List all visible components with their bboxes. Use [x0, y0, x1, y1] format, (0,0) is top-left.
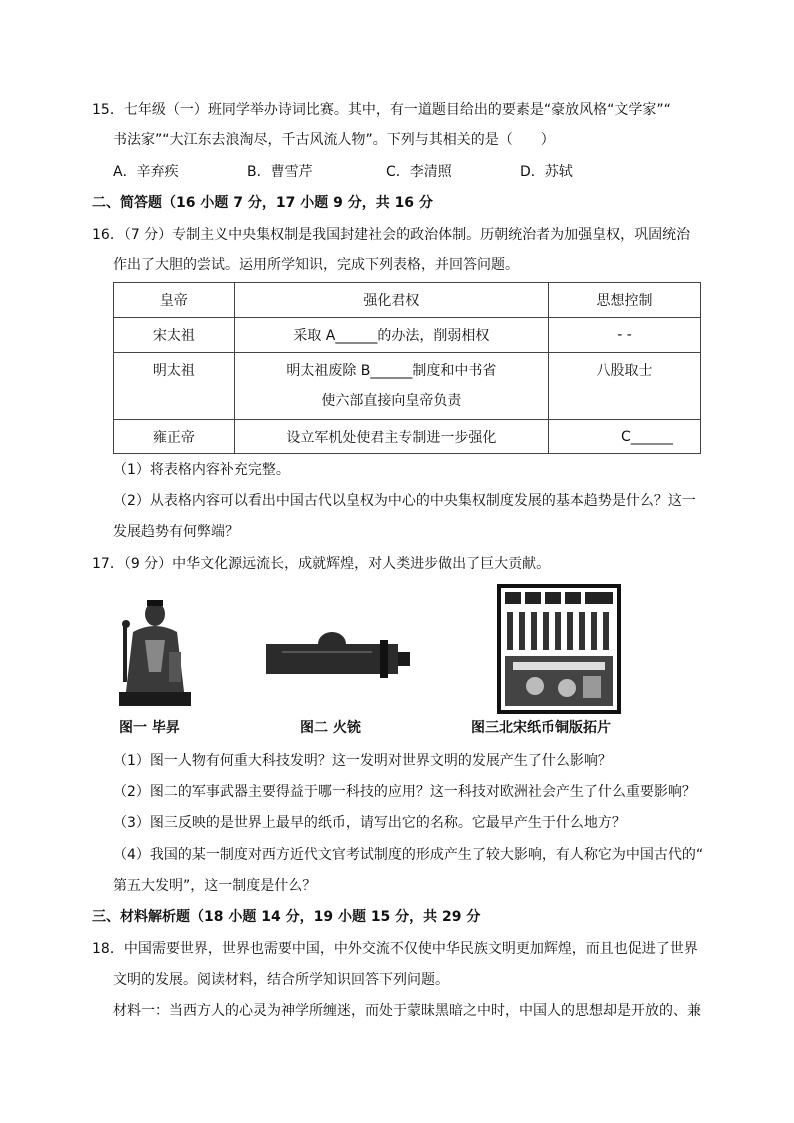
table-cell-thought: - -	[549, 318, 701, 353]
q16-line1: 16．（7 分）专制主义中央集权制是我国封建社会的政治体制。历朝统治者为加强皇权，巩固统治	[92, 227, 691, 243]
table-cell-emperor: 明太祖	[114, 353, 235, 420]
table-header-emperor: 皇帝	[114, 283, 235, 318]
figure1-caption: 图一 毕昇	[119, 720, 180, 736]
section2-title: 二、简答题（16 小题 7 分，17 小题 9 分，共 16 分	[92, 195, 433, 211]
q15-line2: 书法家”“大江东去浪淘尽，千古风流人物”。下列与其相关的是（ ）	[113, 132, 555, 148]
q17-sub2: （2）图二的军事武器主要得益于哪一科技的应用？这一科技对欧洲社会产生了什么重要影响？	[113, 784, 696, 800]
q17-line1: 17．（9 分）中华文化源远流长，成就辉煌，对人类进步做出了巨大贡献。	[92, 556, 551, 572]
q17-sub4-line2: 第五大发明”，这一制度是什么？	[113, 878, 317, 894]
q17-sub4-line1: （4）我国的某一制度对西方近代文官考试制度的形成产生了较大影响，有人称它为中国古代的“	[113, 847, 704, 863]
table-cell-emperor: 雍正帝	[114, 420, 235, 454]
q17-sub3: （3）图三反映的是世界上最早的纸币，请写出它的名称。它最早产生于什么地方？	[113, 815, 626, 831]
q18-line1: 18．中国需要世界，世界也需要中国，中外交流不仅使中华民族文明更加辉煌，而且也促进了世界	[92, 941, 698, 957]
table-cell-thought[interactable]: C______	[549, 420, 701, 454]
figure-paper-money-rubbing-image	[497, 584, 621, 714]
q15-option-a[interactable]: A．辛弃疾	[113, 164, 179, 180]
q16-sub1: （1）将表格内容补充完整。	[113, 462, 290, 478]
table-cell-emperor: 宋太祖	[114, 318, 235, 353]
figure-bi-sheng-image	[115, 592, 195, 710]
figure3-caption: 图三北宋纸币铜版拓片	[471, 720, 611, 736]
figure-huochong-image	[262, 622, 412, 694]
q17-sub1: （1）图一人物有何重大科技发明？这一发明对世界文明的发展产生了什么影响？	[113, 753, 612, 769]
table-cell-power[interactable]: 采取 A______的办法，削弱相权	[234, 318, 548, 353]
q15-option-d[interactable]: D．苏轼	[520, 164, 573, 180]
q15-line1: 15．七年级（一）班同学举办诗词比赛。其中，有一道题目给出的要素是“豪放风格“文学家”“	[92, 102, 671, 118]
q15-option-b[interactable]: B．曹雪芹	[247, 164, 313, 180]
table-header-power: 强化君权	[234, 283, 548, 318]
table-cell-power-line1: 明太祖废除 B______制度和中书省	[286, 363, 497, 379]
figure2-caption: 图二 火铳	[300, 720, 361, 736]
table-cell-thought: 八股取士	[549, 353, 701, 420]
q18-line3: 材料一：当西方人的心灵为神学所缠迷，而处于蒙昧黑暗之中时，中国人的思想却是开放的、兼	[113, 1003, 701, 1019]
q18-line2: 文明的发展。阅读材料，结合所学知识回答下列问题。	[113, 972, 449, 988]
table-cell-power: 设立军机处使君主专制进一步强化	[234, 420, 548, 454]
table-cell-power-line2: 使六部直接向皇帝负责	[321, 393, 462, 409]
q16-sub2-line1: （2）从表格内容可以看出中国古代以皇权为中心的中央集权制度发展的基本趋势是什么？这一	[113, 493, 696, 509]
q15-option-c[interactable]: C．李清照	[386, 164, 452, 180]
section3-title: 三、材料解析题（18 小题 14 分，19 小题 15 分，共 29 分	[92, 909, 481, 925]
table-cell-power[interactable]	[234, 353, 548, 420]
table-header-thought: 思想控制	[549, 283, 701, 318]
q16-line2: 作出了大胆的尝试。运用所学知识，完成下列表格，并回答问题。	[113, 257, 519, 273]
q16-table	[113, 282, 701, 454]
q16-sub2-line2: 发展趋势有何弊端？	[113, 524, 239, 540]
